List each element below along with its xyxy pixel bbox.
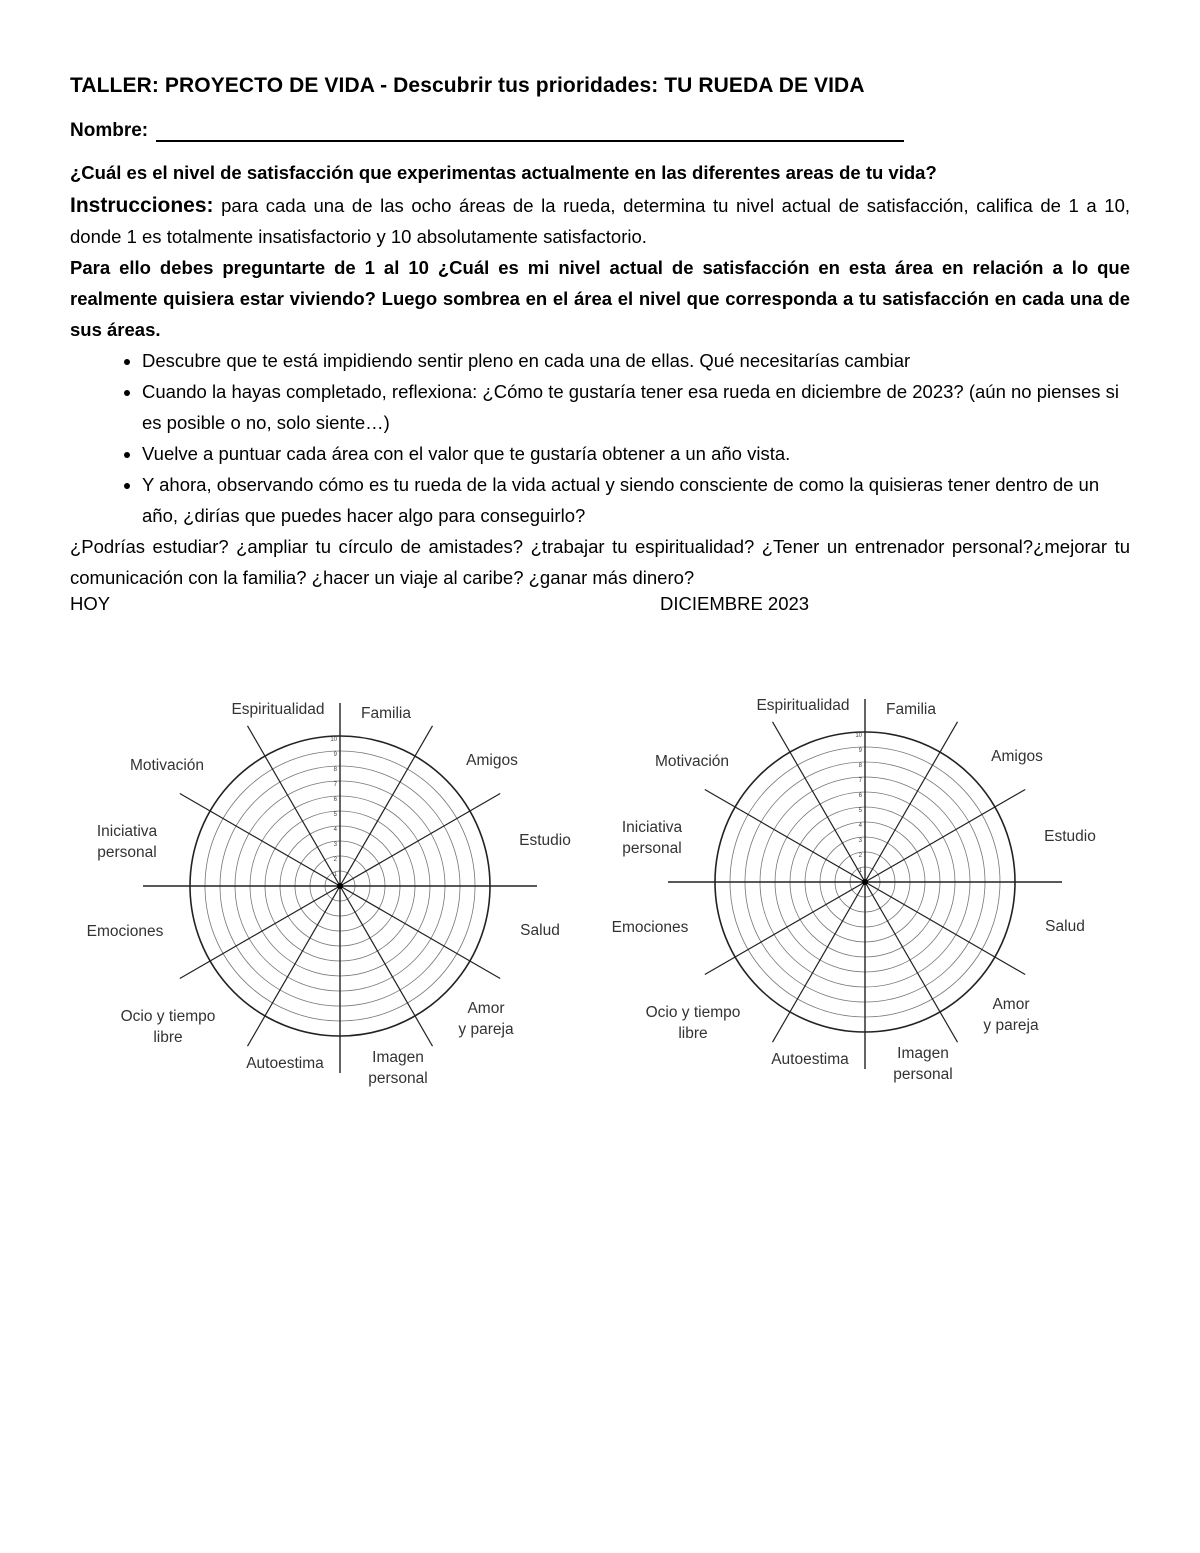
area-label-text: Emociones bbox=[86, 923, 164, 940]
area-label-text: Salud bbox=[1045, 918, 1085, 935]
list-item: • Vuelve a puntuar cada área con el valor que te gustaría obtener a un año vista. bbox=[142, 438, 1130, 469]
label-diciembre: DICIEMBRE 2023 bbox=[660, 593, 810, 614]
area-label-text: libre bbox=[678, 1025, 708, 1042]
area-label-iniciativa bbox=[622, 819, 683, 857]
area-label-text: y pareja bbox=[458, 1021, 514, 1038]
area-label-amigos bbox=[466, 752, 518, 769]
area-label-text: Espiritualidad bbox=[231, 701, 325, 718]
scale-tick-label: 10 bbox=[330, 737, 337, 743]
area-label-text: Imagen bbox=[897, 1045, 949, 1062]
scale-tick-label: 1 bbox=[858, 868, 862, 874]
area-label-salud bbox=[1045, 918, 1085, 935]
list-item: • Y ahora, observando cómo es tu rueda de la vida actual y siendo consciente de como la quisieras tener dentro de un año, ¿dirías que puedes hacer algo para conseguirlo? bbox=[142, 469, 1130, 531]
list-item: • Cuando la hayas completado, reflexiona: ¿Cómo te gustaría tener esa rueda en diciembre de 2023? (aún no pienses si es posible o no, solo siente…) bbox=[142, 376, 1130, 438]
list-item: • Descubre que te está impidiendo sentir pleno en cada una de ellas. Qué necesitarías cambiar bbox=[142, 345, 1130, 376]
area-label-ocio bbox=[121, 1008, 216, 1046]
area-label-text: Estudio bbox=[519, 832, 571, 849]
area-label-text: Amigos bbox=[466, 752, 518, 769]
area-label-text: Estudio bbox=[1044, 828, 1096, 845]
area-label-text: personal bbox=[368, 1070, 428, 1087]
area-label-text: personal bbox=[97, 844, 157, 861]
scale-tick-label: 6 bbox=[333, 797, 337, 803]
area-label-amor bbox=[458, 1000, 514, 1038]
scale-tick-label: 2 bbox=[333, 857, 337, 863]
area-label-text: Motivación bbox=[654, 753, 730, 770]
area-label-text: Iniciativa bbox=[96, 823, 158, 840]
name-label: Nombre: bbox=[70, 120, 149, 141]
closing-questions: ¿Podrías estudiar? ¿ampliar tu círculo de amistades? ¿trabajar tu espiritualidad? ¿Tener un entrenador personal?¿mejorar tu comunicación con la familia? ¿hacer un viaje al caribe? ¿ganar más dinero? bbox=[70, 536, 1130, 588]
area-label-text: Ocio y tiempo bbox=[645, 1004, 741, 1021]
scale-tick-label: 5 bbox=[333, 812, 337, 818]
area-label-familia bbox=[361, 705, 411, 722]
area-label-amigos bbox=[991, 748, 1043, 765]
wheel-center bbox=[862, 879, 868, 885]
scale-tick-label: 3 bbox=[333, 842, 337, 848]
area-label-text: personal bbox=[893, 1066, 953, 1083]
area-label-text: Autoestima bbox=[771, 1051, 849, 1068]
area-label-iniciativa bbox=[97, 823, 158, 861]
area-label-autoestima bbox=[246, 1055, 324, 1072]
scale-tick-label: 10 bbox=[855, 733, 862, 739]
area-label-imagen bbox=[368, 1049, 427, 1087]
main-question: ¿Cuál es el nivel de satisfacción que experimentas actualmente en las diferentes areas de tu vida? bbox=[70, 162, 937, 183]
worksheet-page bbox=[70, 74, 1130, 624]
scale-tick-label: 9 bbox=[858, 748, 862, 754]
worksheet-title: TALLER: PROYECTO DE VIDA - Descubrir tus prioridades: TU RUEDA DE VIDA bbox=[70, 74, 865, 97]
bullet-list bbox=[70, 345, 1130, 531]
scale-tick-label: 1 bbox=[333, 872, 337, 878]
area-label-text: Iniciativa bbox=[621, 819, 683, 836]
area-label-motivacion bbox=[655, 753, 729, 770]
scale-tick-label: 7 bbox=[333, 782, 337, 788]
area-label-text: Emociones bbox=[611, 919, 689, 936]
area-label-text: Salud bbox=[520, 922, 560, 939]
area-label-familia bbox=[886, 701, 936, 718]
area-label-text: Ocio y tiempo bbox=[120, 1008, 216, 1025]
instructions-label: Instrucciones: bbox=[70, 194, 214, 217]
instructions-text: para cada una de las ocho áreas de la rueda, determina tu nivel actual de satisfacción, califica de 1 a 10, donde 1 es totalmente insatisfactorio y 10 absolutamente satisfactorio. bbox=[70, 195, 1130, 247]
area-label-text: libre bbox=[153, 1029, 183, 1046]
area-label-emociones bbox=[87, 923, 164, 940]
instructions-paragraph bbox=[70, 190, 1130, 252]
area-label-imagen bbox=[893, 1045, 952, 1083]
area-label-text: Amor bbox=[467, 1000, 505, 1017]
area-label-estudio bbox=[519, 832, 571, 849]
area-label-text: Imagen bbox=[372, 1049, 424, 1066]
area-label-estudio bbox=[1044, 828, 1096, 845]
scale-tick-label: 9 bbox=[333, 752, 337, 758]
area-label-motivacion bbox=[130, 757, 204, 774]
scale-tick-label: 7 bbox=[858, 778, 862, 784]
area-label-espiritualidad bbox=[231, 701, 324, 718]
area-label-espiritualidad bbox=[756, 697, 849, 714]
label-hoy: HOY bbox=[70, 593, 111, 614]
scale-tick-label: 4 bbox=[333, 827, 337, 833]
scale-tick-label: 2 bbox=[858, 853, 862, 859]
life-wheel-diciembre[interactable] bbox=[595, 686, 1155, 1106]
area-label-text: Familia bbox=[361, 705, 411, 722]
scale-tick-label: 8 bbox=[333, 767, 337, 773]
name-row bbox=[70, 120, 1130, 142]
area-label-text: Amigos bbox=[991, 748, 1043, 765]
area-label-text: personal bbox=[622, 840, 682, 857]
scale-tick-label: 5 bbox=[858, 808, 862, 814]
reflection-paragraph: Para ello debes preguntarte de 1 al 10 ¿Cuál es mi nivel actual de satisfacción en esta área en relación a lo que realmente quisiera estar viviendo? Luego sombrea en el área el nivel que corresponda a tu satisfacción en cada una de sus áreas. bbox=[70, 257, 1130, 340]
area-label-text: Familia bbox=[886, 701, 936, 718]
name-field[interactable] bbox=[156, 124, 904, 142]
scale-tick-label: 3 bbox=[858, 838, 862, 844]
area-label-ocio bbox=[646, 1004, 741, 1042]
wheel-center bbox=[337, 883, 343, 889]
area-label-amor bbox=[983, 996, 1039, 1034]
area-label-emociones bbox=[612, 919, 689, 936]
wheel-labels-row bbox=[70, 593, 1130, 624]
area-label-text: Amor bbox=[992, 996, 1030, 1013]
scale-tick-label: 8 bbox=[858, 763, 862, 769]
scale-tick-label: 6 bbox=[858, 793, 862, 799]
area-label-text: Motivación bbox=[129, 757, 205, 774]
area-label-autoestima bbox=[771, 1051, 849, 1068]
area-label-text: Autoestima bbox=[246, 1055, 324, 1072]
area-label-text: Espiritualidad bbox=[756, 697, 850, 714]
area-label-text: y pareja bbox=[983, 1017, 1039, 1034]
scale-tick-label: 4 bbox=[858, 823, 862, 829]
life-wheel-hoy[interactable] bbox=[70, 690, 630, 1110]
area-label-salud bbox=[520, 922, 560, 939]
